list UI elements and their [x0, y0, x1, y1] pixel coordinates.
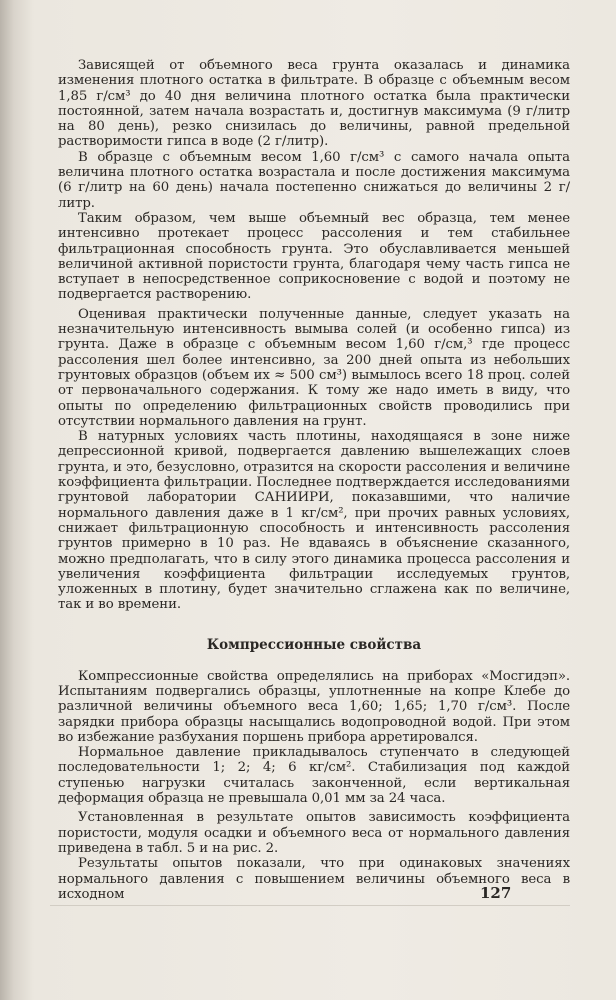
- paragraph: Установленная в результате опытов зависимость коэффициента пористости, модуля осадки и объемного веса от нормального давления приведена в табл. 5 и на рис. 2.: [58, 810, 570, 856]
- section-heading: Компрессионные свойства: [206, 636, 422, 653]
- paragraph: В натурных условиях часть плотины, находящаяся в зоне ниже депрессионной кривой, подвергается давлению вышележащих слоев грунта, и это, безусловно, отразится на скорости рассоления и величине коэффициента фильтрации. Последнее подтверждается исследованиями грунтовой лаборатории САНИИРИ, показавшими, что наличие нормального давления даже в 1 кг/см², при прочих равных условиях, снижает фильтрационную способность и интенсивность рассоления грунтов примерно в 10 раз. Не вдаваясь в объяснение сказанного, можно предполагать, что в силу этого динамика процесса рассоления и увеличения коэффициента фильтрации исследуемых грунтов, уложенных в плотину, будет значительно сглажена как по величине, так и во времени.: [58, 429, 570, 613]
- paragraph: В образце с объемным весом 1,60 г/см³ с самого начала опыта величина плотного остатка возрастала и после достижения максимума (6 г/литр на 60 день) начала постепенно снижаться до величины 2 г/литр.: [58, 149, 570, 211]
- page-divider: [50, 905, 570, 906]
- paragraph: Компрессионные свойства определялись на приборах «Мосгидэп». Испытаниям подвергались образцы, уплотненные на копре Клебе до различной величины объемного веса 1,60; 1,65; 1,70 г/см³. После зарядки прибора образцы насыщались водопроводной водой. При этом во избежание разбухания поршень прибора арретировался.: [58, 668, 570, 745]
- paragraph: Результаты опытов показали, что при одинаковых значениях нормального давления с повышением величины объемного веса в исходном: [58, 856, 570, 902]
- body-text: [58, 58, 570, 902]
- paragraph: Нормальное давление прикладывалось ступенчато в следующей последовательности 1; 2; 4; 6 кг/см². Стабилизация под каждой ступенью нагрузки считалась законченной, если вертикальная деформация образца не превышала 0,01 мм за 24 часа.: [58, 745, 570, 807]
- paragraph: Зависящей от объемного веса грунта оказалась и динамика изменения плотного остатка в фильтрате. В образце с объемным весом 1,85 г/см³ до 40 дня величина плотного остатка была практически постоянной, затем начала возрастать и, достигнув максимума (9 г/литр на 80 день), резко снизилась до величины, равной предельной растворимости гипса в воде (2 г/литр).: [58, 58, 570, 150]
- paragraph: Оценивая практически полученные данные, следует указать на незначительную интенсивность вымыва солей (и особенно гипса) из грунта. Даже в образце с объемным весом 1,60 г/см,³ где процесс рассоления шел более интенсивно, за 200 дней опыта из небольших грунтовых образцов (объем их ≈ 500 см³) вымылось всего 18 проц. солей от первоначального содержания. К тому же надо иметь в виду, что опыты по определению фильтрационных свойств проводились при отсутствии нормального давления на грунт.: [58, 306, 570, 429]
- paragraph: Таким образом, чем выше объемный вес образца, тем менее интенсивно протекает процесс рассоления и тем стабильнее фильтрационная способность грунта. Это обуславливается меньшей величиной активной пористости грунта, благодаря чему часть гипса не вступает в непосредственное соприкосновение с водой и поэтому не подвергается растворению.: [58, 210, 570, 303]
- page-number: 127: [480, 884, 512, 902]
